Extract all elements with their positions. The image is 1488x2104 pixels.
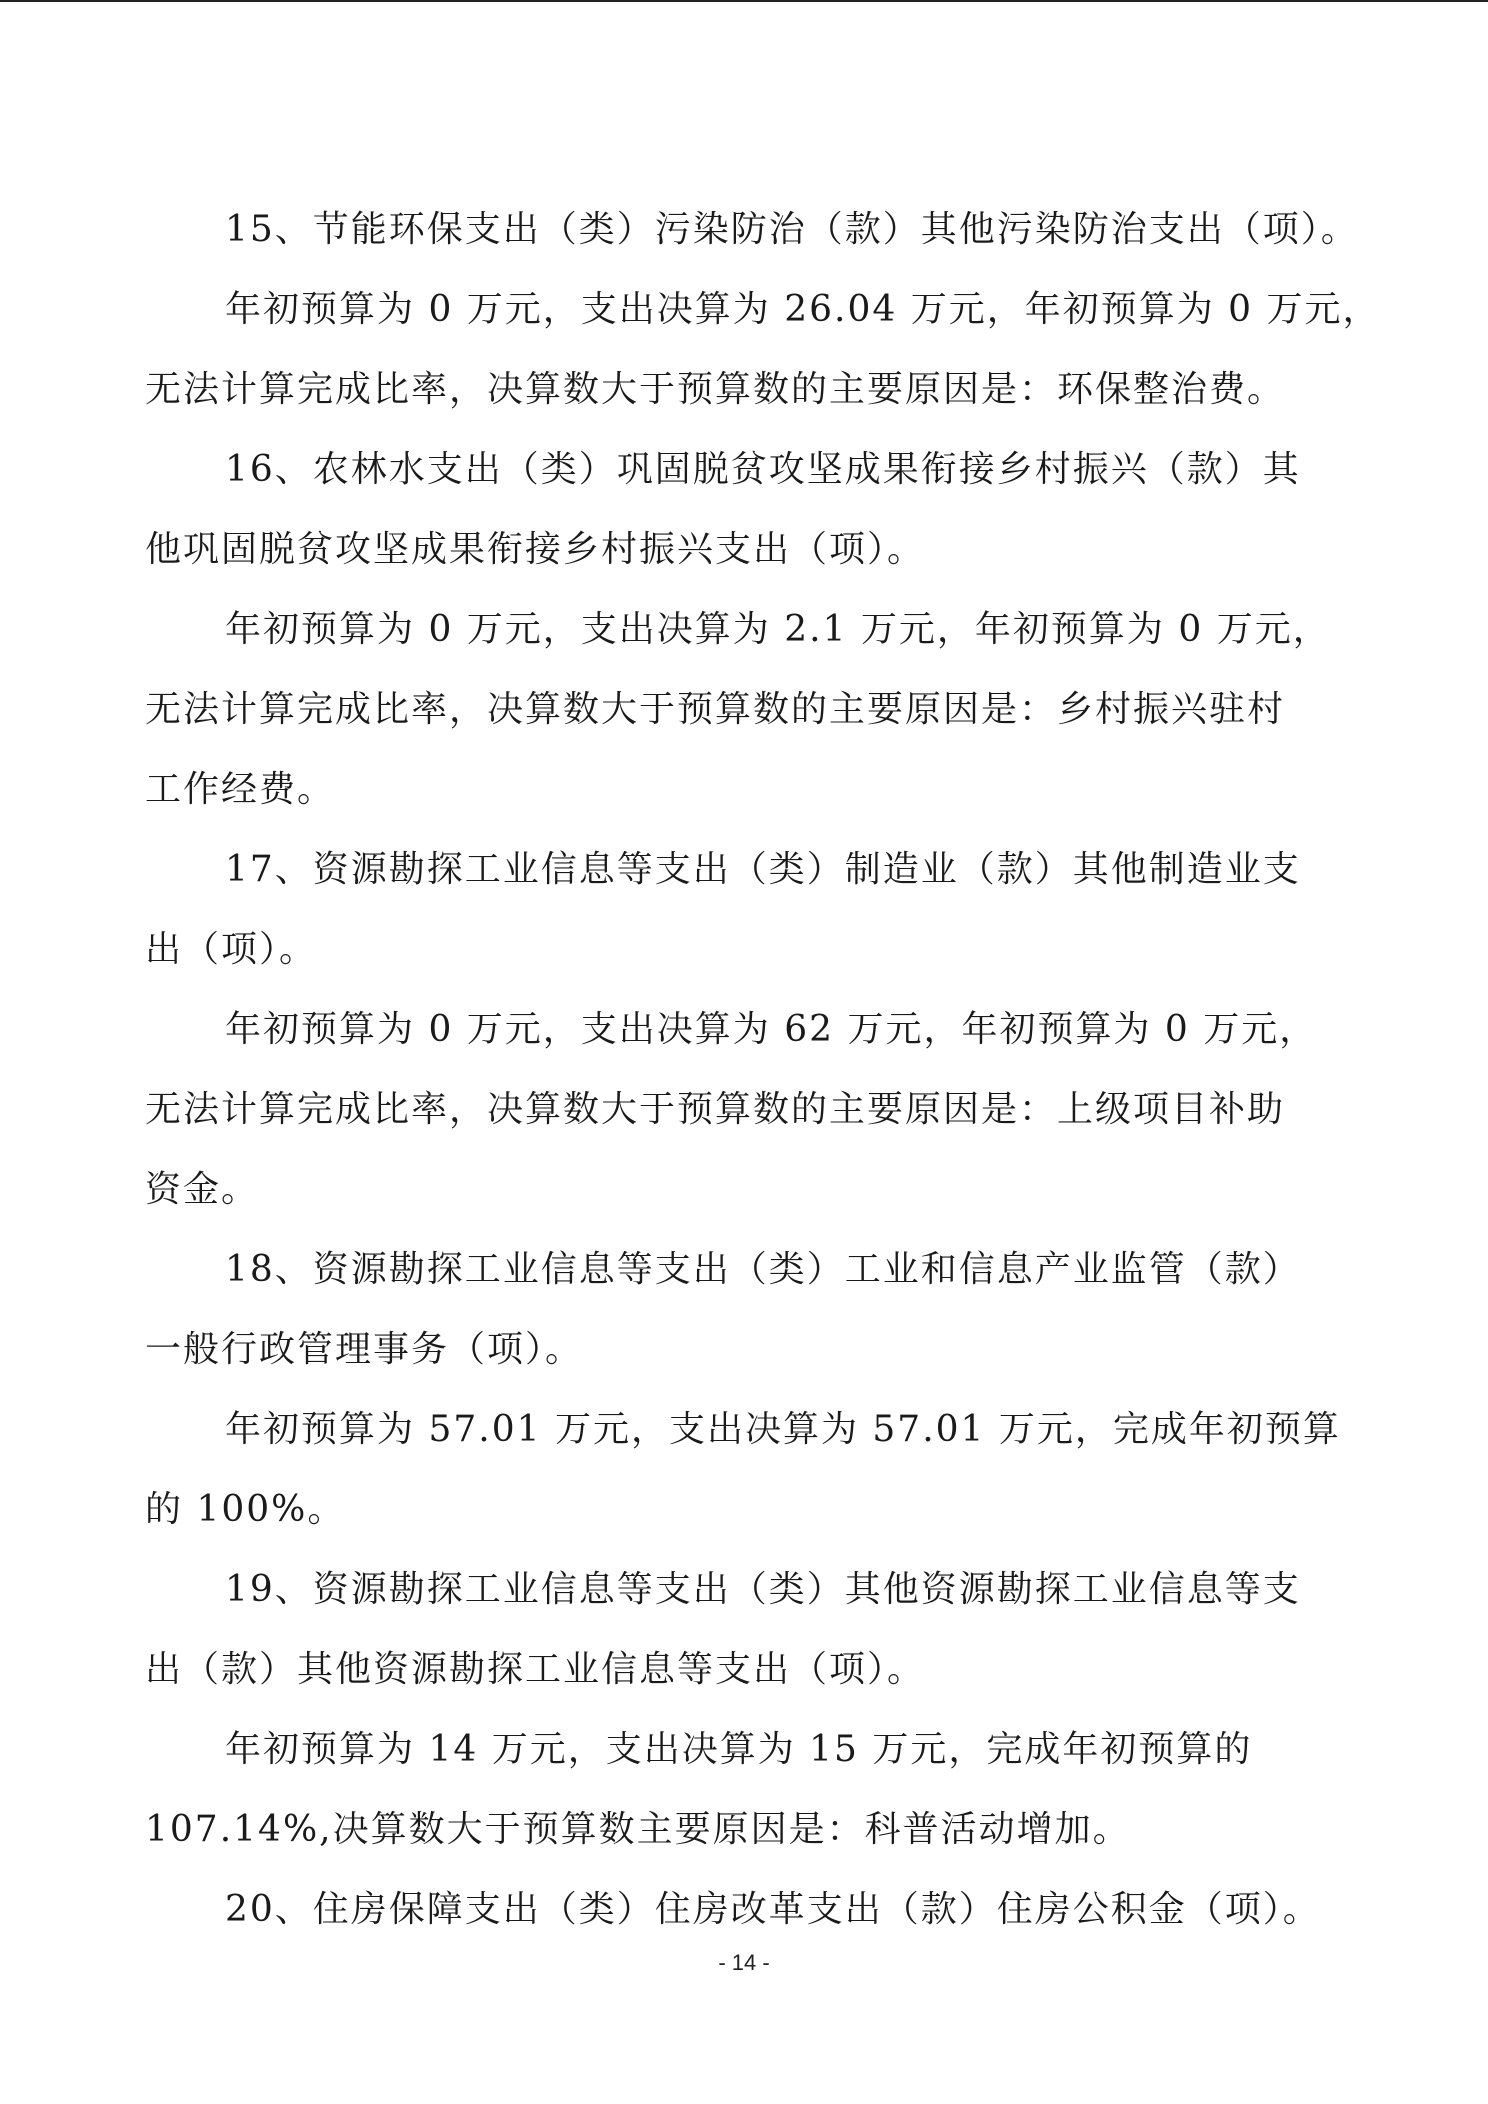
item-18-heading-line-1: 18、资源勘探工业信息等支出（类）工业和信息产业监管（款） — [225, 1249, 1301, 1290]
item-16-detail-line-2: 无法计算完成比率，决算数大于预算数的主要原因是：乡村振兴驻村 — [145, 689, 1286, 730]
item-17-detail-line-1: 年初预算为 0 万元，支出决算为 62 万元，年初预算为 0 万元， — [225, 1009, 1318, 1050]
item-19-detail-line-1: 年初预算为 14 万元，支出决算为 15 万元，完成年初预算的 — [225, 1729, 1253, 1770]
item-20-heading: 20、住房保障支出（类）住房改革支出（款）住房公积金（项）。 — [225, 1889, 1321, 1930]
item-15-detail-line-1: 年初预算为 0 万元，支出决算为 26.04 万元，年初预算为 0 万元， — [225, 289, 1381, 330]
item-17-detail-line-3: 资金。 — [145, 1169, 260, 1210]
item-19-heading-line-2: 出（款）其他资源勘探工业信息等支出（项）。 — [145, 1649, 926, 1690]
page-number: - 14 - — [718, 1950, 770, 1975]
item-17-heading-line-2: 出（项）。 — [145, 929, 318, 970]
item-15-heading: 15、节能环保支出（类）污染防治（款）其他污染防治支出（项）。 — [225, 209, 1359, 250]
item-16-heading-line-2: 他巩固脱贫攻坚成果衔接乡村振兴支出（项）。 — [145, 529, 926, 570]
item-19-heading-line-1: 19、资源勘探工业信息等支出（类）其他资源勘探工业信息等支 — [225, 1569, 1301, 1610]
item-16-heading-line-1: 16、农林水支出（类）巩固脱贫攻坚成果衔接乡村振兴（款）其 — [225, 449, 1301, 490]
item-18-heading-line-2: 一般行政管理事务（项）。 — [145, 1329, 584, 1370]
item-16-detail-line-1: 年初预算为 0 万元，支出决算为 2.1 万元，年初预算为 0 万元， — [225, 609, 1331, 650]
item-16-detail-line-3: 工作经费。 — [145, 769, 336, 810]
item-17-detail-line-2: 无法计算完成比率，决算数大于预算数的主要原因是：上级项目补助 — [145, 1089, 1286, 1130]
document-body — [145, 190, 1381, 1950]
top-border-line — [0, 0, 1488, 2]
item-17-heading-line-1: 17、资源勘探工业信息等支出（类）制造业（款）其他制造业支 — [225, 849, 1301, 890]
item-18-detail-line-1: 年初预算为 57.01 万元，支出决算为 57.01 万元，完成年初预算 — [225, 1409, 1341, 1450]
item-18-detail-line-2: 的 100%。 — [145, 1489, 346, 1530]
item-15-detail-line-2: 无法计算完成比率，决算数大于预算数的主要原因是：环保整治费。 — [145, 369, 1286, 410]
item-19-detail-line-2: 107.14%,决算数大于预算数主要原因是：科普活动增加。 — [145, 1809, 1131, 1850]
